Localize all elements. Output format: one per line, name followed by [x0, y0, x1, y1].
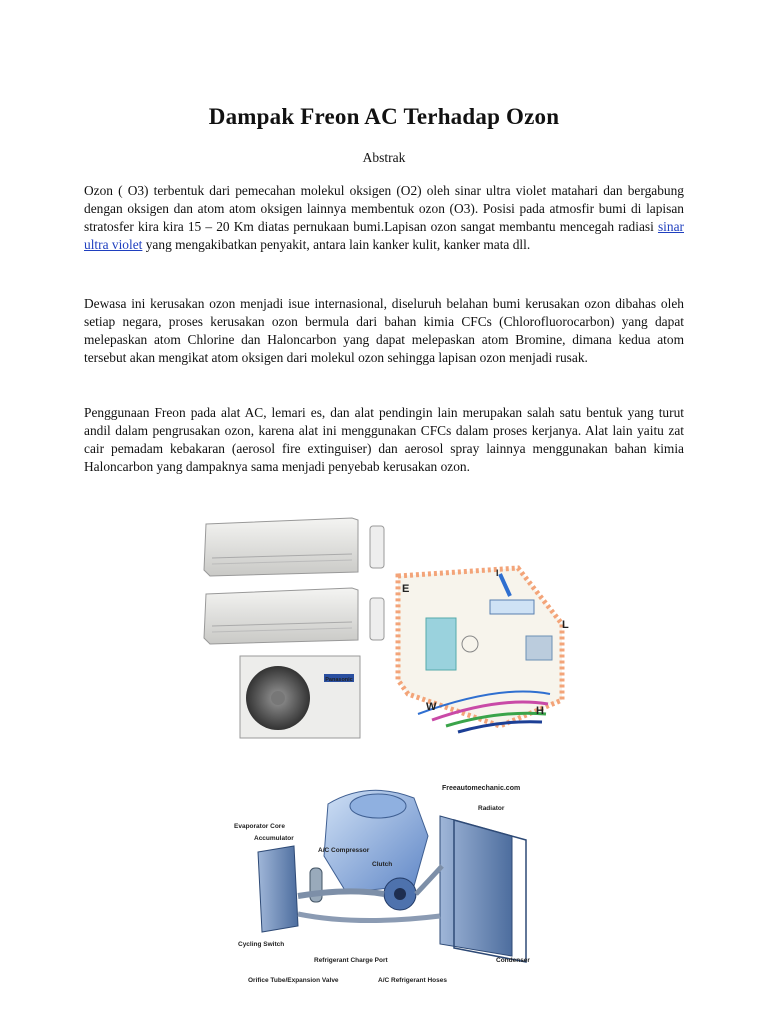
dimension-label-l: L: [562, 619, 569, 631]
tv-icon: [526, 636, 552, 660]
ultraviolet-link[interactable]: sinar ultra violet: [84, 219, 684, 252]
paragraph-1-text-after-link: yang mengakibatkan penyakit, antara lain kanker kulit, kanker mata dll.: [142, 237, 531, 252]
air-cleaner: [350, 794, 406, 818]
dimension-label-e: E: [402, 583, 410, 595]
label-ac-refrigerant-hoses: A/C Refrigerant Hoses: [378, 977, 447, 984]
abstract-heading: Abstrak: [362, 150, 406, 165]
document-title: Dampak Freon AC Terhadap Ozon: [208, 104, 560, 129]
paragraph-1: [84, 182, 684, 254]
remote-control-top: [370, 526, 384, 568]
room-diagram: [398, 568, 569, 732]
dimension-label-w: W: [426, 701, 437, 713]
ac-units-room-figure: [200, 514, 586, 754]
refrigerant-hose: [298, 891, 384, 896]
label-clutch: Clutch: [372, 861, 393, 868]
indoor-ac-unit-bottom: [204, 588, 358, 644]
brand-label: Panasonic: [325, 677, 353, 683]
remote-control-bottom: [370, 598, 384, 640]
chair: [426, 618, 456, 670]
label-cycling-switch: Cycling Switch: [238, 941, 285, 948]
paragraph-3: Penggunaan Freon pada alat AC, lemari es, dan alat pendingin lain merupakan salah satu bentuk yang turut andil dalam pengrusakan ozon, karena alat ini menggunakan CFCs dalam proses kerjanya. Alat lain yaitu zat cair pemadam kebakaran (aerosol fire extinguiser) dan aerosol spray lainnya menggunakan bahan kimia Haloncarbon yang dampaknya sama menjadi penyebab kerusakan ozon.: [84, 405, 684, 474]
condenser: [440, 816, 512, 956]
indoor-ac-unit-top: [204, 518, 358, 576]
label-radiator: Radiator: [478, 805, 505, 812]
label-orifice-tube: Orifice Tube/Expansion Valve: [248, 977, 339, 984]
label-ac-compressor: A/C Compressor: [318, 847, 370, 854]
car-ac-system-figure: [228, 776, 548, 990]
refrigerant-hose: [298, 914, 440, 921]
dimension-label-i: I: [496, 568, 499, 578]
watermark-text: Freeautomechanic.com: [442, 785, 521, 792]
room-ac-unit: [490, 600, 534, 614]
outdoor-ac-unit: [240, 656, 360, 738]
evaporator-core: [258, 846, 298, 932]
dimension-label-h: H: [536, 705, 544, 717]
label-condenser: Condenser: [496, 957, 530, 964]
label-refrigerant-charge-port: Refrigerant Charge Port: [314, 957, 388, 964]
paragraph-1-text-before-link: Ozon ( O3) terbentuk dari pemecahan molekul oksigen (O2) oleh sinar ultra violet matahari dan bergabung dengan oksigen dan atom atom oksigen lainnya membentuk ozon (O3). Posisi pada atmosfir bumi di lapisan stratosfer kira kira 15 – 20 Km diatas pernukaan bumi.Lapisan ozon sangat membantu mencegah radiasi: [84, 183, 684, 234]
label-evaporator-core: Evaporator Core: [234, 823, 285, 830]
label-accumulator: Accumulator: [254, 835, 294, 842]
refrigerant-hose: [416, 866, 442, 894]
paragraph-2: Dewasa ini kerusakan ozon menjadi isue internasional, diseluruh belahan bumi kerusakan ozon dibahas oleh setiap negara, proses kerusakan ozon bermula dari bahan kimia CFCs (Chlorofluorocarbon) yang dapat melepaskan atom Chlorine dan Haloncarbon yang dapat melepaskan atom Bromine, dimana kedua atom tersebut akan mengikat atom oksigen dari molekul ozon sehingga lapisan ozon menjadi rusak.: [84, 296, 684, 365]
